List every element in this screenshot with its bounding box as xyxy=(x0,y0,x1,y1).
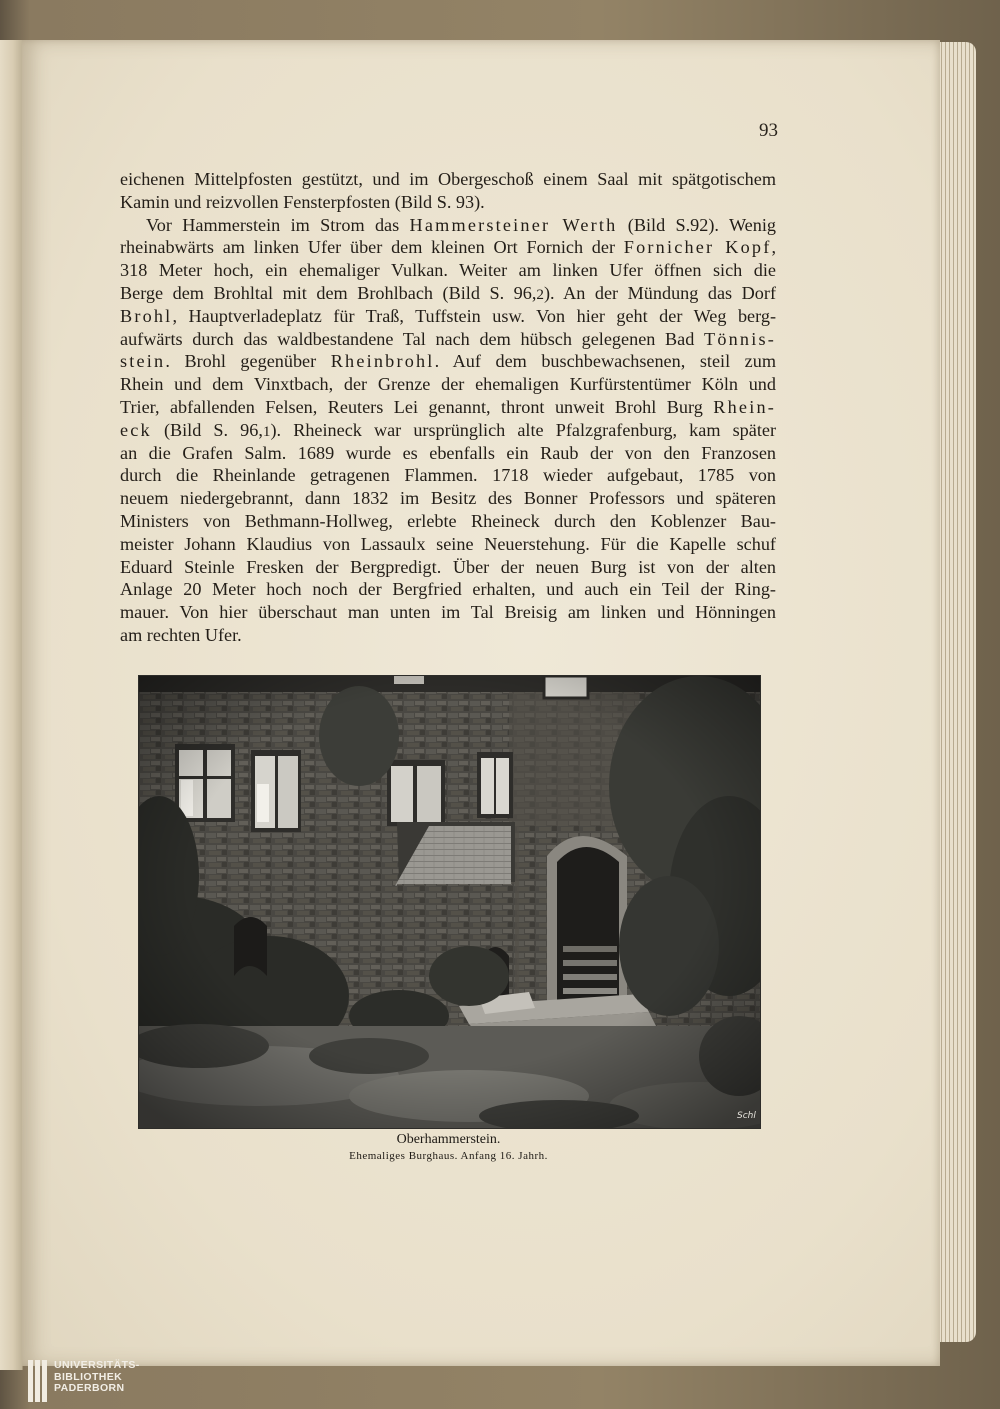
library-logo xyxy=(28,1358,198,1406)
library-logo-mark xyxy=(28,1360,48,1402)
text-line: Vor Hammerstein im Strom das Hammersteiner Werth (Bild S.92). Wenig xyxy=(146,214,776,235)
courtyard-photo-illustration xyxy=(139,676,760,1128)
text-line: eichenen Mittelpfosten gestützt, und im Obergeschoß einem Saal mit spätgotischem xyxy=(120,169,776,189)
text-line: am rechten Ufer. xyxy=(120,624,242,645)
library-logo-text: UNIVERSITÄTS- BIBLIOTHEK PADERBORN xyxy=(54,1359,140,1394)
text-line: Kamin und reizvollen Fensterpfosten (Bild S. 93). xyxy=(120,191,485,212)
text-line: Berge dem Brohltal mit dem Brohlbach (Bild S. 96,2). An der Mündung das Dorf xyxy=(120,282,776,303)
text-line: Eduard Steinle Fresken der Bergpredigt. Über der neuen Burg ist von der alten xyxy=(120,556,776,577)
text-line: Brohl, Hauptverladeplatz für Traß, Tuffstein usw. Von hier geht der Weg berg- xyxy=(120,305,776,326)
text-line: rheinabwärts am linken Ufer über dem kleinen Ort Fornich der Fornicher Kopf, xyxy=(120,237,776,258)
figure-caption xyxy=(138,1131,759,1164)
body-text xyxy=(120,168,776,647)
text-line: mauer. Von hier überschaut man unten im Tal Breisig am linken und Hönningen xyxy=(120,602,776,623)
photographer-signature: Schl xyxy=(737,1111,756,1121)
text-line: aufwärts durch das waldbestandene Tal nach dem hübsch gelegenen Bad Tönnis- xyxy=(120,328,776,349)
caption-title: Oberhammerstein. xyxy=(396,1132,501,1147)
text-line: durch die Rheinlande getragenen Flammen. 1718 wieder aufgebaut, 1785 von xyxy=(120,465,776,486)
text-line: stein. Brohl gegenüber Rheinbrohl. Auf dem buschbewachsenen, steil zum xyxy=(120,351,776,372)
text-line: Ministers von Bethmann-Hollweg, erlebte Rheineck durch den Koblenzer Bau- xyxy=(120,510,776,531)
text-line: Rhein und dem Vinxtbach, der Grenze der ehemaligen Kurfürstentümer Köln und xyxy=(120,374,776,395)
caption-subtitle: Ehemaliges Burghaus. Anfang 16. Jahrh. xyxy=(349,1150,548,1162)
left-page-edge xyxy=(0,40,23,1370)
text-line: neuem niedergebrannt, dann 1832 im Besitz des Bonner Professors und späteren xyxy=(120,488,776,509)
page-number: 93 xyxy=(759,120,778,141)
photograph xyxy=(138,675,761,1129)
text-line: Trier, abfallenden Felsen, Reuters Lei genannt, thront unweit Brohl Burg Rhein- xyxy=(120,396,776,417)
text-line: 318 Meter hoch, ein ehemaliger Vulkan. Weiter am linken Ufer öffnen sich die xyxy=(120,260,776,281)
text-line: Anlage 20 Meter hoch noch der Bergfried erhalten, und auch ein Teil der Ring- xyxy=(120,579,776,600)
text-line: eck (Bild S. 96,1). Rheineck war ursprünglich alte Pfalzgrafenburg, kam später xyxy=(120,419,776,440)
text-line: meister Johann Klaudius von Lassaulx seine Neuerstehung. Für die Kapelle schuf xyxy=(120,533,776,554)
text-line: an die Grafen Salm. 1689 wurde es ebenfalls ein Raub der von den Franzosen xyxy=(120,442,776,463)
